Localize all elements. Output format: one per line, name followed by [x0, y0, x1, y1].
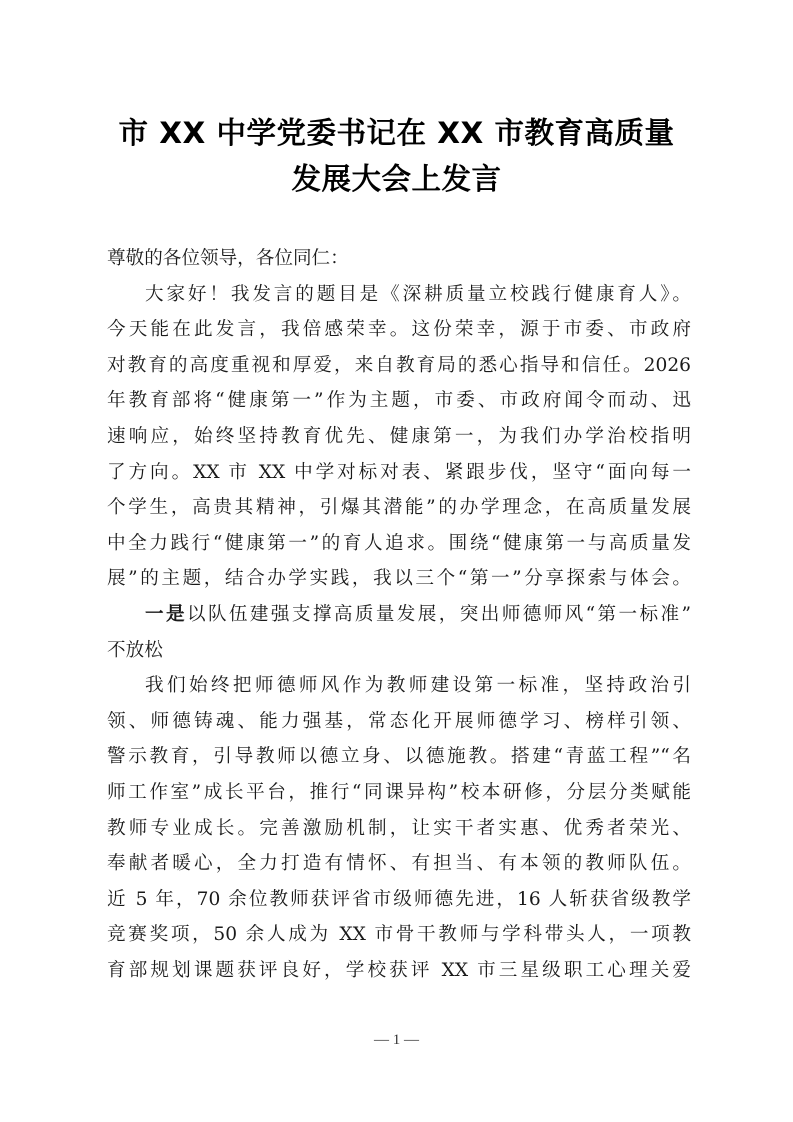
section-one-heading-cont: 不放松: [107, 639, 163, 661]
body-line: 了方向。XX 市 XX 中学对标对表、紧跟步伐，坚守“面向每一: [107, 461, 691, 483]
body-line: 今天能在此发言，我倍感荣幸。这份荣幸，源于市委、市政府: [107, 319, 691, 341]
body-line: 领、师德铸魂、能力强基，常态化开展师德学习、榜样引领、: [107, 710, 691, 732]
body-line: 师工作室”成长平台，推行“同课异构”校本研修，分层分类赋能: [107, 781, 691, 803]
document-title: [100, 110, 693, 202]
section-one-heading-text: 以队伍建强支撑高质量发展，突出师德师风“第一标准”: [186, 603, 691, 625]
section-one-heading: [107, 597, 691, 633]
title-line-1: 市 XX 中学党委书记在 XX 市教育高质量: [118, 116, 675, 150]
body-line: 中全力践行“健康第一”的育人追求。围绕“健康第一与高质量发: [107, 532, 691, 554]
body-line: 对教育的高度重视和厚爱，来自教育局的悉心指导和信任。2026: [107, 354, 691, 376]
body-line: 近 5 年，70 余位教师获评省市级师德先进，16 人斩获省级教学: [107, 888, 691, 910]
salutation: 尊敬的各位领导，各位同仁：: [107, 248, 349, 269]
body-line: 大家好！我发言的题目是《深耕质量立校践行健康育人》。: [145, 283, 691, 305]
body-line: 个学生，高贵其精神，引爆其潜能”的办学理念，在高质量发展: [107, 497, 691, 519]
body-line: 教师专业成长。完善激励机制，让实干者实惠、优秀者荣光、: [107, 817, 691, 839]
body-line: 展”的主题，结合办学实践，我以三个“第一”分享探索与体会。: [107, 568, 691, 590]
page-number: — 1 —: [374, 1032, 419, 1048]
body-line: 速响应，始终坚持教育优先、健康第一，为我们办学治校指明: [107, 425, 691, 447]
section-one-lead: 一是: [145, 603, 187, 625]
body-line: 奉献者暖心，全力打造有情怀、有担当、有本领的教师队伍。: [107, 853, 691, 875]
body-line: 竞赛奖项，50 余人成为 XX 市骨干教师与学科带头人，一项教: [107, 924, 691, 946]
body-line: 年教育部将“健康第一”作为主题，市委、市政府闻令而动、迅: [107, 390, 691, 412]
body-line: 育部规划课题获评良好，学校获评 XX 市三星级职工心理关爱: [107, 959, 691, 981]
body-line: 我们始终把师德师风作为教师建设第一标准，坚持政治引: [145, 675, 691, 697]
title-line-2: 发展大会上发言: [291, 162, 502, 196]
body-line: 警示教育，引导教师以德立身、以德施教。搭建“青蓝工程”“名: [107, 746, 691, 768]
document-body: [107, 241, 691, 988]
